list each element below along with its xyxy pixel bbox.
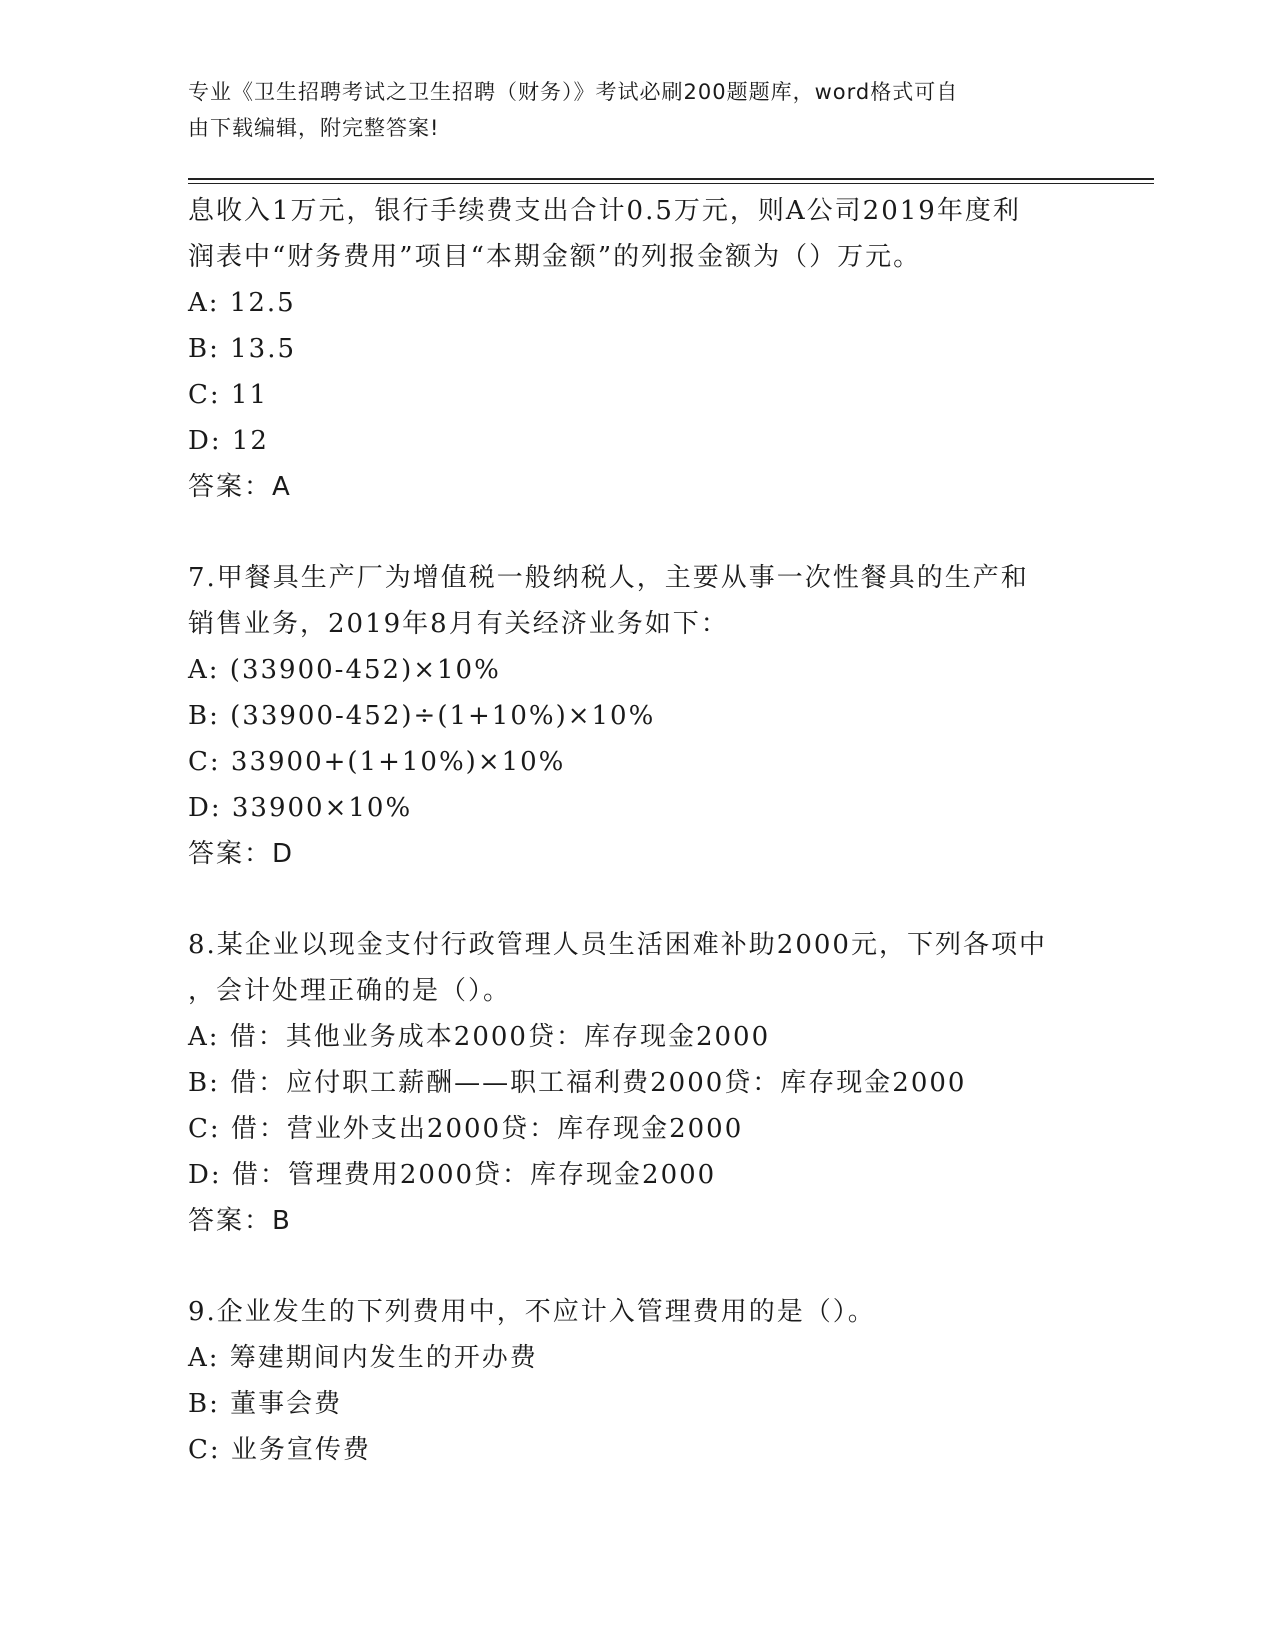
option-b: B: 董事会费 bbox=[188, 1389, 343, 1419]
question-text: 销售业务，2019年8月有关经济业务如下： bbox=[188, 609, 729, 639]
answer: 答案：D bbox=[188, 839, 295, 869]
option-a: A: 12.5 bbox=[188, 288, 296, 318]
option-c: C: 业务宣传费 bbox=[188, 1435, 371, 1465]
question-text: 润表中“财务费用”项目“本期金额”的列报金额为（）万元。 bbox=[188, 242, 922, 272]
option-b: B: (33900-452)÷(1+10%)×10% bbox=[188, 701, 656, 731]
option-b: B: 13.5 bbox=[188, 334, 297, 364]
option-c: C: 33900+(1+10%)×10% bbox=[188, 747, 566, 777]
answer: 答案：B bbox=[188, 1206, 292, 1236]
question-text: 8.某企业以现金支付行政管理人员生活困难补助2000元，下列各项中 bbox=[188, 930, 1047, 960]
option-a: A: (33900-452)×10% bbox=[188, 655, 501, 685]
option-d: D: 12 bbox=[188, 426, 269, 456]
header-rule-thick bbox=[188, 178, 1154, 180]
question-text: 息收入1万元，银行手续费支出合计0.5万元，则A公司2019年度利 bbox=[188, 196, 1021, 226]
spacer bbox=[188, 1244, 1088, 1289]
option-b: B: 借：应付职工薪酬——职工福利费2000贷：库存现金2000 bbox=[188, 1068, 967, 1098]
header-line-1: 专业《卫生招聘考试之卫生招聘（财务）》考试必刷200题题库，word格式可自 bbox=[188, 80, 959, 104]
answer: 答案：A bbox=[188, 472, 292, 502]
option-d: D: 借：管理费用2000贷：库存现金2000 bbox=[188, 1160, 717, 1190]
document-header bbox=[188, 74, 1088, 146]
spacer bbox=[188, 877, 1088, 922]
question-text: ，会计处理正确的是（）。 bbox=[188, 976, 512, 1006]
option-a: A: 借：其他业务成本2000贷：库存现金2000 bbox=[188, 1022, 771, 1052]
question-9 bbox=[188, 1289, 1088, 1473]
spacer bbox=[188, 510, 1088, 555]
option-c: C: 借：营业外支出2000贷：库存现金2000 bbox=[188, 1114, 744, 1144]
option-d: D: 33900×10% bbox=[188, 793, 413, 823]
option-c: C: 11 bbox=[188, 380, 269, 410]
question-text: 9.企业发生的下列费用中，不应计入管理费用的是（）。 bbox=[188, 1297, 876, 1327]
question-8 bbox=[188, 922, 1088, 1244]
question-6 bbox=[188, 188, 1088, 510]
question-7 bbox=[188, 555, 1088, 877]
question-text: 7.甲餐具生产厂为增值税一般纳税人，主要从事一次性餐具的生产和 bbox=[188, 563, 1029, 593]
document-body bbox=[188, 188, 1088, 1473]
header-rule-thin bbox=[188, 183, 1154, 184]
header-line-2: 由下载编辑，附完整答案! bbox=[188, 116, 440, 140]
option-a: A: 筹建期间内发生的开办费 bbox=[188, 1343, 538, 1373]
